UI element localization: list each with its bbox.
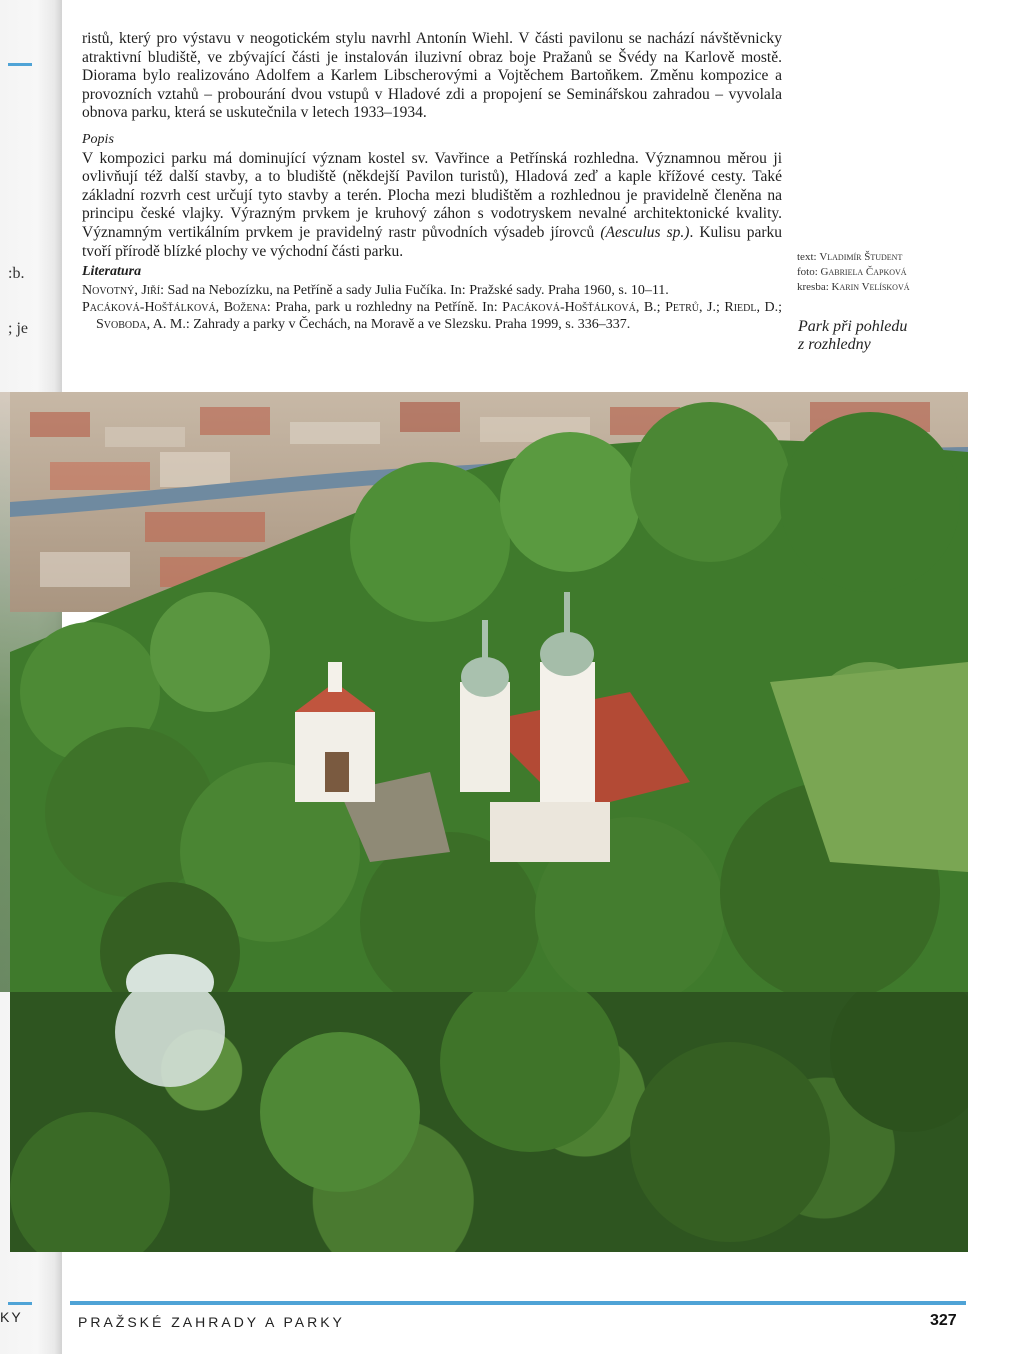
section-heading-literatura: Literatura bbox=[82, 264, 142, 280]
credit-name: Karin Velísková bbox=[831, 281, 910, 293]
credit-label: foto: bbox=[797, 266, 818, 278]
page-number: 327 bbox=[930, 1312, 957, 1329]
reference-author: Pacáková-Hošťálková, Božena: bbox=[82, 299, 271, 315]
species-name: (Aesculus sp.) bbox=[600, 223, 690, 241]
references bbox=[82, 282, 782, 333]
credit-drawing bbox=[797, 280, 977, 295]
reference-text: Praha, park u rozhledny na Petříně. In: bbox=[270, 299, 503, 315]
footer-rule bbox=[70, 1301, 966, 1305]
credit-photo bbox=[797, 265, 977, 280]
tree bbox=[10, 1112, 170, 1252]
article-text bbox=[82, 30, 782, 333]
caption-line: Park při pohledu bbox=[798, 318, 908, 335]
previous-page-marker bbox=[8, 63, 32, 66]
tree bbox=[830, 992, 968, 1132]
aerial-photo-park-lower bbox=[10, 992, 968, 1252]
reference-item bbox=[82, 282, 782, 299]
paragraph-text: . Kulisu parku tvoří přírodě blízké plochy ve východní části parku. bbox=[82, 223, 783, 260]
reference-author: Pacáková-Hošťálková, B.; Petrů, J.; Riedl, D.; Svoboda, A. M.: bbox=[96, 299, 783, 332]
paragraph bbox=[82, 150, 782, 262]
tree bbox=[440, 992, 620, 1152]
previous-page-text: ; je bbox=[8, 320, 28, 337]
pavilion-dome bbox=[115, 992, 225, 1087]
photo-caption bbox=[798, 318, 958, 354]
credit-label: text: bbox=[797, 251, 817, 263]
reference-text: Sad na Nebozízku, na Petříně a sady Julia Fučíka. In: Pražské sady. Praha 1960, s. 10–11. bbox=[164, 282, 669, 298]
previous-page-running-head: KY bbox=[0, 1309, 23, 1325]
tree bbox=[630, 1042, 830, 1242]
paragraph-text: V kompozici parku má dominující význam kostel sv. Vavřince a Petřínská rozhledna. Významnou měrou ji ovlivňují též další stavby, a to bludiště (někdejší Pavilon turistů), Hladová zeď a kaple křížové cesty. Také základní rozvrh cest určují tyto stavby a terén. Plocha mezi bludištěm a rozhlednou je pravidelně členěna na principu české vlajky. Výrazným prvkem je kruhový záhon s vodotryskem nevalné architektonické kvality. Významným vertikálním prvkem je pravidelný rastr původních výsadeb jírovců bbox=[82, 149, 782, 241]
credit-label: kresba: bbox=[797, 281, 829, 293]
aerial-photo-lower-illustration bbox=[10, 992, 968, 1252]
section-heading-popis: Popis bbox=[82, 131, 114, 147]
caption-line: z rozhledny bbox=[798, 336, 871, 353]
tree bbox=[260, 1032, 420, 1192]
credit-name: Vladimír Študent bbox=[819, 251, 903, 263]
credit-text bbox=[797, 250, 977, 265]
reference-item bbox=[82, 299, 782, 333]
credits bbox=[797, 250, 977, 295]
previous-page-marker bbox=[8, 1302, 32, 1305]
running-head: PRAŽSKÉ ZAHRADY A PARKY bbox=[78, 1314, 345, 1330]
previous-page-text: :b. bbox=[8, 265, 25, 282]
reference-author: Novotný, Jiří: bbox=[82, 282, 164, 298]
credit-name: Gabriela Čapková bbox=[820, 266, 907, 278]
reference-text: Zahrady a parky v Čechách, na Moravě a ve Slezsku. Praha 1999, s. 336–337. bbox=[189, 316, 631, 332]
paragraph: ristů, který pro výstavu v neogotickém stylu navrhl Antonín Wiehl. V části pavilonu se nachází návštěvnicky atraktivní bludiště, ve zbývající části je instalován iluzivní obraz boje Pražanů se Švédy na Karlově mostě. Diorama bylo realizováno Adolfem a Karlem Libscherovými a Vojtěchem Bartoňkem. Změnu kompozice a provozních vztahů – probourání dvou vstupů v Hladové zdi a propojení se Seminářskou zahradou – vyvolala obnova parku, která se uskutečnila v letech 1933–1934. bbox=[82, 30, 782, 122]
aerial-photo-park bbox=[10, 392, 968, 992]
aerial-photo-illustration bbox=[10, 392, 968, 992]
